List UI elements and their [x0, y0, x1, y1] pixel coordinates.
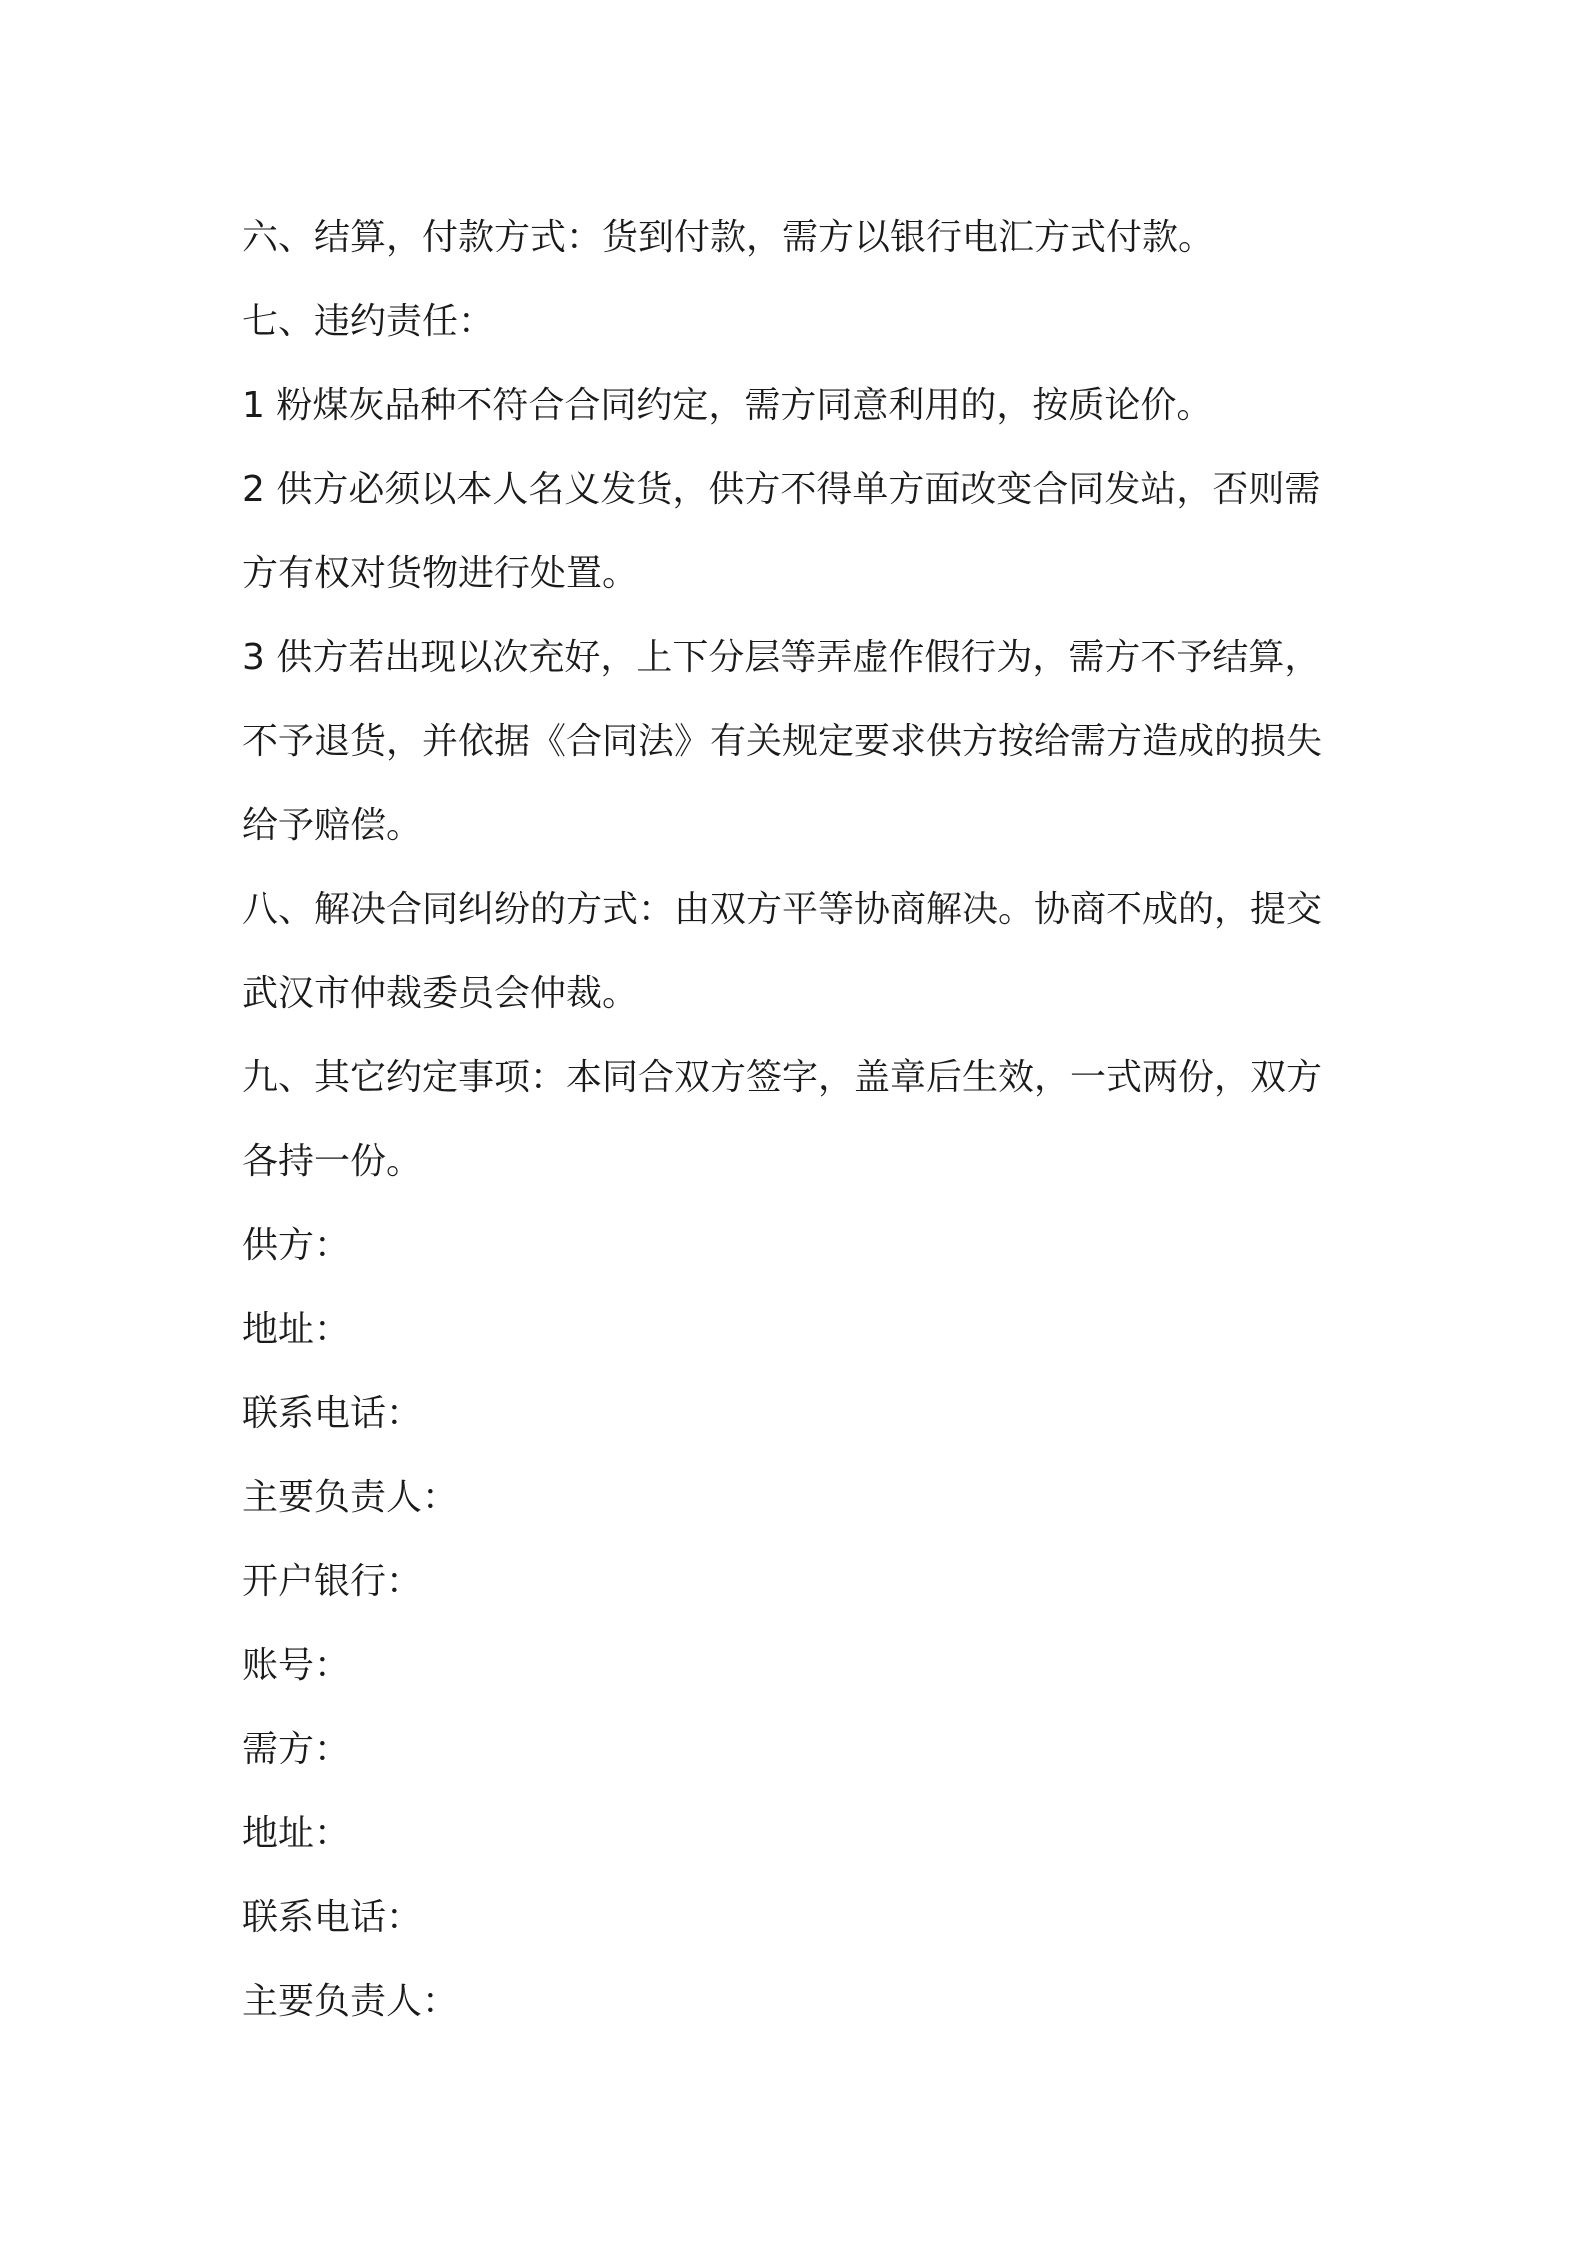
other-terms-clause-line-2: 各持一份。: [242, 1141, 423, 1182]
buyer-principal-field: 主要负责人：: [242, 1981, 459, 2022]
breach-item-3-line-1: 3 供方若出现以次充好，上下分层等弄虚作假行为，需方不予结算，: [242, 637, 1321, 678]
contract-body: [242, 196, 1357, 2044]
buyer-phone-field: 联系电话：: [242, 1897, 423, 1938]
breach-item-3-line-3: 给予赔偿。: [242, 805, 423, 846]
settlement-payment-clause: 六、结算，付款方式：货到付款，需方以银行电汇方式付款。: [242, 217, 1215, 258]
supplier-account-field: 账号：: [242, 1645, 351, 1686]
dispute-resolution-clause-line-1: 八、解决合同纠纷的方式：由双方平等协商解决。协商不成的，提交: [242, 889, 1323, 930]
dispute-resolution-clause-line-2: 武汉市仲裁委员会仲裁。: [242, 973, 639, 1014]
supplier-principal-field: 主要负责人：: [242, 1477, 459, 1518]
supplier-address-field: 地址：: [242, 1309, 351, 1350]
breach-liability-heading: 七、违约责任：: [242, 301, 495, 342]
breach-item-2-line-2: 方有权对货物进行处置。: [242, 553, 639, 594]
supplier-bank-field: 开户银行：: [242, 1561, 423, 1602]
breach-item-1: 1 粉煤灰品种不符合合同约定，需方同意利用的，按质论价。: [242, 385, 1213, 426]
breach-item-3-line-2: 不予退货，并依据《合同法》有关规定要求供方按给需方造成的损失: [242, 721, 1323, 762]
supplier-phone-field: 联系电话：: [242, 1393, 423, 1434]
buyer-address-field: 地址：: [242, 1813, 351, 1854]
buyer-field: 需方：: [242, 1729, 351, 1770]
supplier-field: 供方：: [242, 1225, 351, 1266]
breach-item-2-line-1: 2 供方必须以本人名义发货，供方不得单方面改变合同发站，否则需: [242, 469, 1321, 510]
other-terms-clause-line-1: 九、其它约定事项：本同合双方签字，盖章后生效，一式两份，双方: [242, 1057, 1323, 1098]
